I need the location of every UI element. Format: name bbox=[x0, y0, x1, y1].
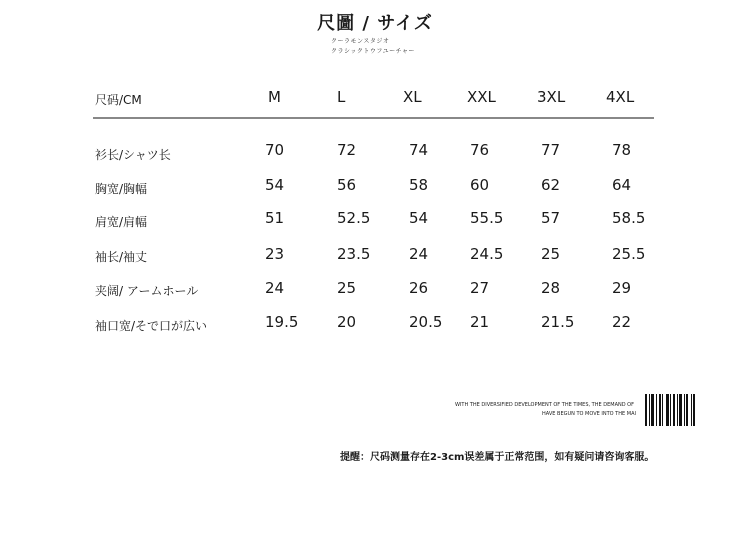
table-cell: 21 bbox=[470, 313, 490, 331]
table-cell: 28 bbox=[541, 279, 561, 297]
table-cell: 21.5 bbox=[541, 313, 575, 331]
header-divider bbox=[93, 117, 654, 119]
size-header-xxl: XXL bbox=[467, 88, 496, 106]
subtitle-line-1: クーラモンスタジオ bbox=[331, 38, 390, 45]
row-label: 夹阔/ アームホール bbox=[95, 284, 199, 298]
table-cell: 20 bbox=[337, 313, 357, 331]
table-cell: 24 bbox=[265, 279, 285, 297]
table-cell: 55.5 bbox=[470, 209, 504, 227]
table-cell: 57 bbox=[541, 209, 561, 227]
size-header-l: L bbox=[337, 88, 346, 106]
table-cell: 24 bbox=[409, 245, 429, 263]
table-cell: 64 bbox=[612, 176, 632, 194]
table-cell: 58 bbox=[409, 176, 429, 194]
english-text-line-2: HAVE BEGUN TO MOVE INTO THE MAI bbox=[542, 411, 636, 417]
table-cell: 77 bbox=[541, 141, 561, 159]
table-cell: 70 bbox=[265, 141, 285, 159]
table-cell: 78 bbox=[612, 141, 632, 159]
page-title: 尺圖 / サイズ bbox=[317, 13, 433, 34]
table-cell: 20.5 bbox=[409, 313, 443, 331]
table-cell: 74 bbox=[409, 141, 429, 159]
header-label: 尺码/CM bbox=[95, 93, 142, 107]
table-cell: 29 bbox=[612, 279, 632, 297]
table-cell: 27 bbox=[470, 279, 490, 297]
row-label: 胸宽/胸幅 bbox=[95, 182, 148, 196]
table-cell: 51 bbox=[265, 209, 285, 227]
english-text-line-1: WITH THE DIVERSIFIED DEVELOPMENT OF THE TIMES, THE DEMAND OF bbox=[455, 402, 634, 408]
table-cell: 23 bbox=[265, 245, 285, 263]
row-label: 衫长/シャツ长 bbox=[95, 148, 171, 162]
table-cell: 76 bbox=[470, 141, 490, 159]
table-cell: 19.5 bbox=[265, 313, 299, 331]
table-cell: 52.5 bbox=[337, 209, 371, 227]
table-cell: 25.5 bbox=[612, 245, 646, 263]
table-cell: 22 bbox=[612, 313, 632, 331]
table-cell: 72 bbox=[337, 141, 357, 159]
table-cell: 26 bbox=[409, 279, 429, 297]
size-header-4xl: 4XL bbox=[606, 88, 635, 106]
table-cell: 58.5 bbox=[612, 209, 646, 227]
table-cell: 23.5 bbox=[337, 245, 371, 263]
table-cell: 25 bbox=[541, 245, 561, 263]
size-note: 提醒：尺码测量存在2-3cm误差属于正常范围，如有疑问请咨询客服。 bbox=[340, 452, 655, 463]
table-cell: 62 bbox=[541, 176, 561, 194]
size-header-xl: XL bbox=[403, 88, 422, 106]
table-cell: 54 bbox=[409, 209, 429, 227]
table-cell: 60 bbox=[470, 176, 490, 194]
row-label: 袖口宽/そで口が広い bbox=[95, 319, 208, 333]
row-label: 肩宽/肩幅 bbox=[95, 215, 148, 229]
subtitle-line-2: クラシックトウフユーチャー bbox=[331, 48, 415, 55]
size-header-3xl: 3XL bbox=[537, 88, 566, 106]
barcode-icon bbox=[645, 394, 702, 426]
table-cell: 24.5 bbox=[470, 245, 504, 263]
row-label: 袖长/袖丈 bbox=[95, 250, 148, 264]
table-cell: 56 bbox=[337, 176, 357, 194]
table-cell: 54 bbox=[265, 176, 285, 194]
size-header-m: M bbox=[268, 88, 281, 106]
table-cell: 25 bbox=[337, 279, 357, 297]
